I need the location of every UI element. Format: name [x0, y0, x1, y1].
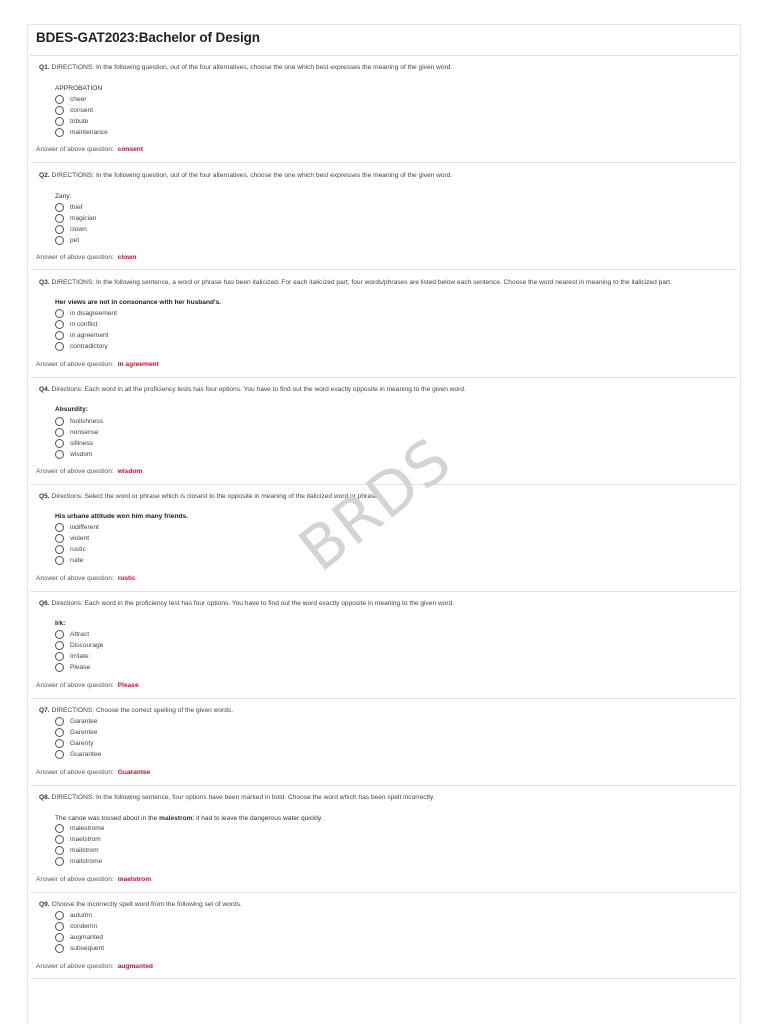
answer-line: Answer of above question: clown [36, 254, 137, 261]
option[interactable]: in conflict [55, 319, 98, 330]
option[interactable]: augmanted [55, 932, 103, 943]
answer-value: Please [117, 682, 139, 689]
radio-button[interactable] [55, 534, 64, 543]
question-stem: Zany: [55, 193, 72, 200]
watermark: BRDS [286, 424, 465, 586]
answer-value: consent [117, 146, 143, 153]
question-text: Q9. Choose the incorrectly spelt word from the following set of words. [39, 901, 242, 908]
radio-button[interactable] [55, 933, 64, 942]
option[interactable]: thief [55, 202, 82, 213]
option[interactable]: maelstrom [55, 834, 101, 845]
answer-line: Answer of above question: rustic [36, 575, 136, 582]
option[interactable]: Please [55, 662, 90, 673]
question-divider [30, 785, 738, 786]
radio-button[interactable] [55, 320, 64, 329]
document-title: BDES-GAT2023:Bachelor of Design [36, 30, 260, 45]
question-text: Q5. Directions: Select the word or phrase which is closest to the opposite in meaning of the italicized word or phrase. [39, 493, 380, 500]
radio-button[interactable] [55, 214, 64, 223]
bold-word: malestrom [159, 815, 193, 822]
radio-button[interactable] [55, 857, 64, 866]
option[interactable]: indifferent [55, 522, 99, 533]
question-stem: Irk: [55, 620, 66, 627]
answer-line: Answer of above question: augmanted [36, 963, 153, 970]
answer-value: augmanted [117, 963, 153, 970]
radio-button[interactable] [55, 309, 64, 318]
answer-value: maelstrom [117, 876, 152, 883]
answer-line: Answer of above question: consent [36, 146, 143, 153]
option[interactable]: Guarantee [55, 749, 101, 760]
radio-button[interactable] [55, 523, 64, 532]
radio-button[interactable] [55, 428, 64, 437]
option[interactable]: rude [55, 555, 83, 566]
answer-value: Guarantee [117, 769, 151, 776]
question-divider [30, 377, 738, 378]
radio-button[interactable] [55, 911, 64, 920]
radio-button[interactable] [55, 652, 64, 661]
option[interactable]: tribute [55, 116, 88, 127]
radio-button[interactable] [55, 846, 64, 855]
option[interactable]: mailstrom [55, 845, 99, 856]
answer-line: Answer of above question: Guarantee [36, 769, 151, 776]
option[interactable]: violent [55, 533, 89, 544]
option[interactable]: Irritate [55, 651, 89, 662]
question-text: Q7. DIRECTIONS: Choose the correct spelling of the given words. [39, 707, 234, 714]
radio-button[interactable] [55, 739, 64, 748]
radio-button[interactable] [55, 106, 64, 115]
radio-button[interactable] [55, 128, 64, 137]
answer-line: Answer of above question: in agreement [36, 361, 159, 368]
question-divider [30, 978, 738, 979]
radio-button[interactable] [55, 717, 64, 726]
radio-button[interactable] [55, 824, 64, 833]
radio-button[interactable] [55, 545, 64, 554]
answer-value: clown [117, 254, 137, 261]
question-divider [30, 162, 738, 163]
option[interactable]: condemn [55, 921, 97, 932]
option[interactable]: pet [55, 235, 79, 246]
radio-button[interactable] [55, 203, 64, 212]
option[interactable]: magician [55, 213, 96, 224]
question-stem: The canoe was tossed about in the malestrom; it had to leave the dangerous water quickly. [55, 815, 323, 822]
option[interactable]: autumn [55, 910, 92, 921]
radio-button[interactable] [55, 728, 64, 737]
option[interactable]: malestrome [55, 823, 104, 834]
option[interactable]: clown [55, 224, 87, 235]
radio-button[interactable] [55, 835, 64, 844]
option[interactable]: silliness [55, 438, 93, 449]
option[interactable]: nonsense [55, 427, 99, 438]
question-text: Q3. DIRECTIONS: In the following sentence, a word or phrase has been italicized. For each italicized part, four words/phrases are listed below each sentence. Choose the word nearest in meaning to the italicized part. [39, 279, 672, 286]
answer-line: Answer of above question: maelstrom [36, 876, 152, 883]
question-text: Q8. DIRECTIONS: In the following sentence, four options have been marked in bold. Choose the word which has been spelt incorrectly. [39, 794, 435, 801]
radio-button[interactable] [55, 750, 64, 759]
question-text: Q1. DIRECTIONS: In the following question, out of the four alternatives, choose the one which best expresses the meaning of the given word. [39, 64, 453, 71]
option[interactable]: consent [55, 105, 93, 116]
radio-button[interactable] [55, 630, 64, 639]
question-stem: His urbane attitude won him many friends. [55, 513, 188, 520]
answer-value: rustic [117, 575, 136, 582]
option[interactable]: rustic [55, 544, 86, 555]
option[interactable]: Discourage [55, 640, 103, 651]
question-text: Q6. Directions: Each word in the proficiency test has four options. You have to find out the word exactly opposite in meaning to the given word. [39, 600, 455, 607]
option[interactable]: in disagreement [55, 308, 117, 319]
radio-button[interactable] [55, 342, 64, 351]
option[interactable]: mailstrome [55, 856, 102, 867]
answer-line: Answer of above question: Please [36, 682, 139, 689]
question-divider [30, 269, 738, 270]
title-divider [30, 55, 738, 56]
radio-button[interactable] [55, 95, 64, 104]
radio-button[interactable] [55, 944, 64, 953]
radio-button[interactable] [55, 331, 64, 340]
radio-button[interactable] [55, 417, 64, 426]
option[interactable]: wisdom [55, 449, 92, 460]
option[interactable]: Garentee [55, 727, 98, 738]
option[interactable]: subsequent [55, 943, 104, 954]
radio-button[interactable] [55, 117, 64, 126]
question-divider [30, 892, 738, 893]
question-stem: Absurdity: [55, 406, 88, 413]
option[interactable]: Garenty [55, 738, 93, 749]
radio-button[interactable] [55, 439, 64, 448]
option[interactable]: foolishness [55, 416, 103, 427]
option[interactable]: maintenance [55, 127, 108, 138]
option[interactable]: Attract [55, 629, 89, 640]
radio-button[interactable] [55, 236, 64, 245]
radio-button[interactable] [55, 225, 64, 234]
radio-button[interactable] [55, 922, 64, 931]
answer-line: Answer of above question: wisdom [36, 468, 143, 475]
question-divider [30, 698, 738, 699]
option[interactable]: contradictory [55, 341, 108, 352]
question-stem: Her views are not in consonance with her husband's. [55, 299, 222, 306]
radio-button[interactable] [55, 450, 64, 459]
option[interactable]: Garantee [55, 716, 98, 727]
option[interactable]: in agreement [55, 330, 109, 341]
answer-value: wisdom [117, 468, 143, 475]
radio-button[interactable] [55, 556, 64, 565]
question-text: Q2. DIRECTIONS: In the following question, out of the four alternatives, choose the one which best expresses the meaning of the given word. [39, 172, 453, 179]
question-stem: APPROBATION [55, 85, 103, 92]
radio-button[interactable] [55, 663, 64, 672]
answer-value: in agreement [117, 361, 159, 368]
radio-button[interactable] [55, 641, 64, 650]
question-divider [30, 591, 738, 592]
question-text: Q4. Directions: Each word in all the proficiency tests has four options. You have to find out the word exactly opposite in meaning to the given word. [39, 386, 466, 393]
option[interactable]: cheer [55, 94, 87, 105]
